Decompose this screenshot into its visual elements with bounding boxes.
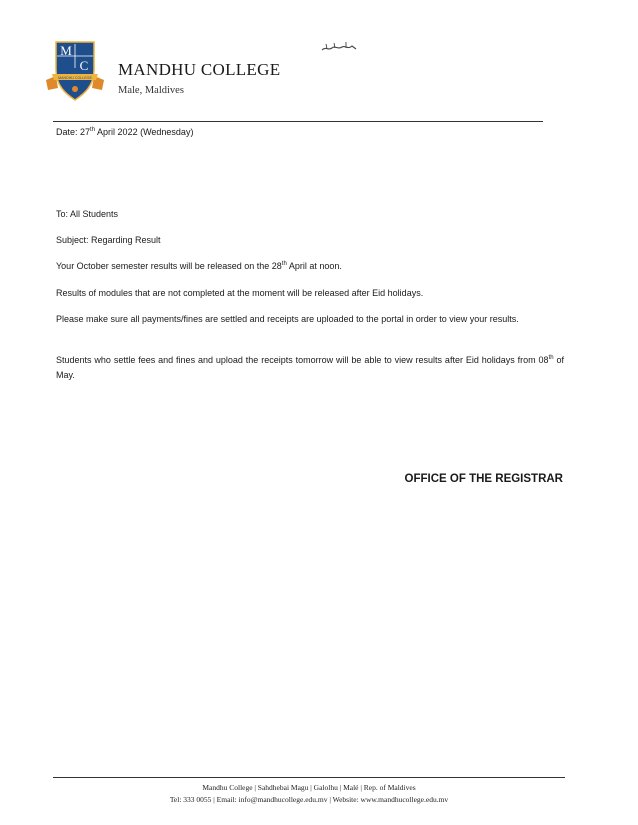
signature-office: OFFICE OF THE REGISTRAR [404,473,563,485]
footer-address: Mandhu College | Sahdhebai Magu | Galolhu | Malé | Rep. of Maldives [202,783,416,792]
college-name: MANDHU COLLEGE [118,60,281,79]
letter-subject: Subject: Regarding Result [56,235,161,245]
college-location: Male, Maldives [118,85,184,96]
footer-divider [53,777,565,778]
letter-date: Date: 27th April 2022 (Wednesday) [56,127,194,137]
basmala-calligraphy [320,40,358,54]
college-logo [44,40,106,102]
header-divider [53,121,543,122]
letter-paragraph-2: Results of modules that are not completed at the moment will be released after Eid holidays. [56,288,424,298]
logo-banner-text: MANDHU COLLEGE [58,76,92,80]
letter-paragraph-1: Your October semester results will be released on the 28th April at noon. [56,261,342,271]
letter-paragraph-4: Students who settle fees and fines and upload the receipts tomorrow will be able to view results after Eid holidays from 08th of May. [56,355,564,380]
letter-recipient: To: All Students [56,209,119,219]
letter-paragraph-3: Please make sure all payments/fines are settled and receipts are uploaded to the portal in order to view your results. [56,314,519,324]
svg-text:C: C [79,58,89,73]
footer-contact: Tel: 333 0055 | Email: info@mandhucollege.edu.mv | Website: www.mandhucollege.edu.mv [169,795,449,804]
svg-text:M: M [60,43,72,58]
